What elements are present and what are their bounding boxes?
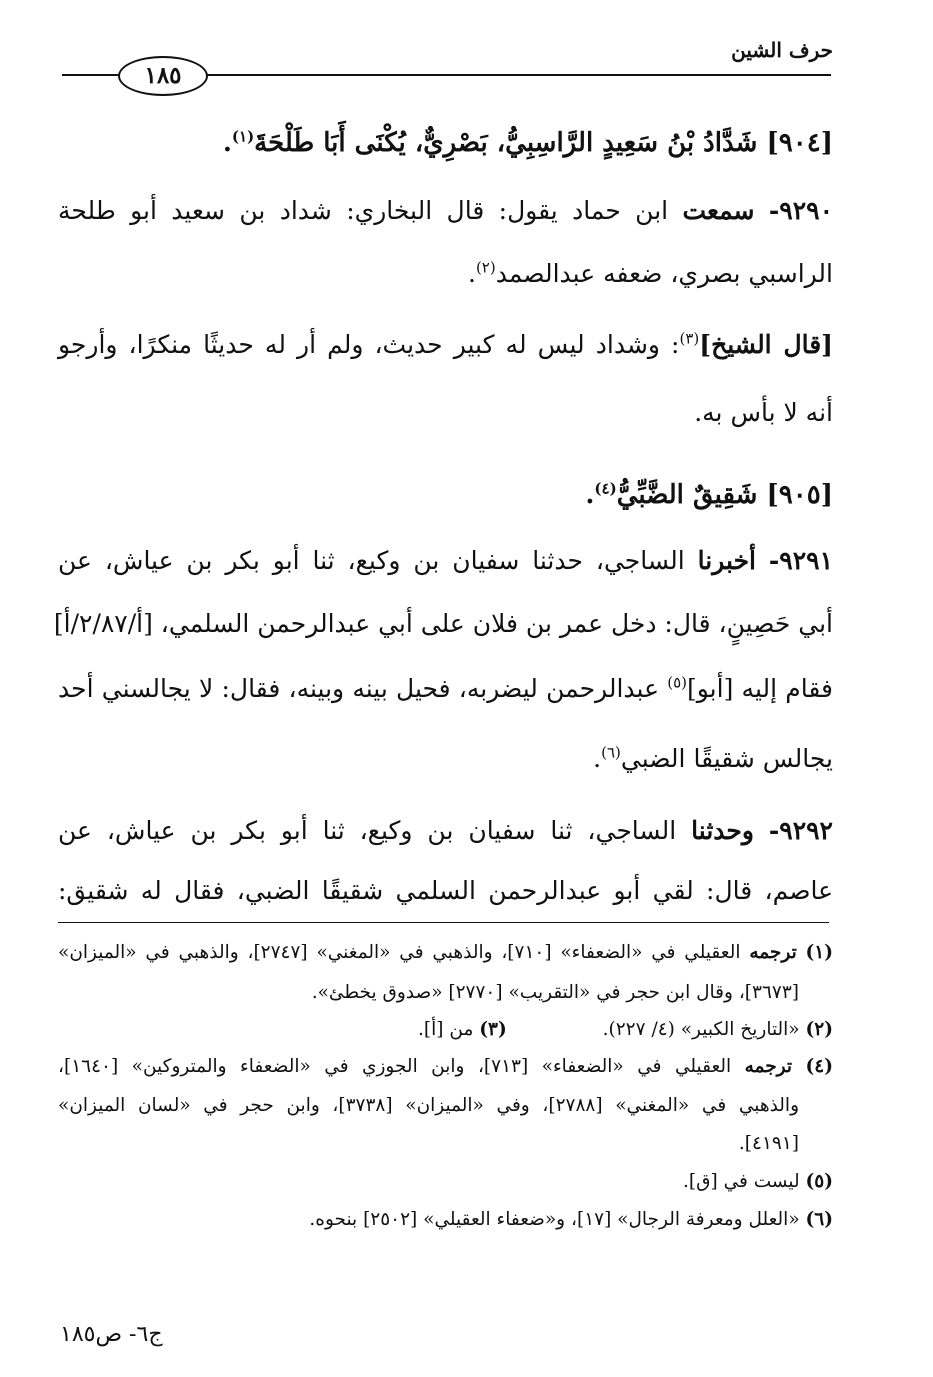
- footnote-1-bold: ترجمه: [749, 942, 797, 963]
- footnote-ref-3: (٣): [679, 329, 700, 348]
- footnote-5-marker: (٥): [805, 1171, 833, 1192]
- narration-9291-line-3: [58, 674, 833, 703]
- narration-9290-number: ٩٢٩٠-: [768, 196, 834, 225]
- narration-9291-line-2: أبي حَصِينٍ، قال: دخل عمر بن فلان على أبي عبدالرحمن السلمي، [أ/٢/٨٧/أ]: [53, 609, 833, 638]
- narration-9291-line-4: [58, 744, 833, 773]
- narration-9292-number: ٩٢٩٢-: [768, 816, 833, 845]
- footnote-4-line-1: [58, 1056, 833, 1077]
- narration-9291-text: الساجي، حدثنا سفيان بن وكيع، ثنا أبو بكر بن عياش، عن: [58, 546, 685, 575]
- footnote-2-text: «التاريخ الكبير» (٤/ ٢٢٧).: [602, 1019, 800, 1040]
- narration-9291-text-3a: فقام إليه [أبو]: [687, 674, 833, 703]
- footnote-1-marker: (١): [805, 942, 833, 963]
- entry-904-heading: [58, 128, 833, 158]
- narration-9290-text: ابن حماد يقول: قال البخاري: شداد بن سعيد أبو طلحة: [58, 196, 669, 225]
- sheikh-text: : وشداد ليس له كبير حديث، ولم أر له حديثًا منكرًا، وأرجو: [58, 330, 680, 359]
- entry-904-end: .: [222, 128, 232, 158]
- footnote-ref-1: (١): [231, 127, 255, 146]
- sheikh-label: [قال الشيخ]: [699, 330, 834, 359]
- entry-905-heading: [58, 480, 833, 510]
- footnote-4-bold: ترجمه: [744, 1056, 793, 1077]
- footnote-2-marker: (٢): [805, 1019, 833, 1040]
- sheikh-line-1: [58, 330, 833, 359]
- narration-9290-line-2: [58, 259, 833, 288]
- footnote-ref-5: (٥): [667, 673, 687, 692]
- footnote-6-text: «العلل ومعرفة الرجال» [١٧]، و«ضعفاء العقيلي» [٢٥٠٢] بنحوه.: [309, 1209, 800, 1230]
- footnote-ref-6: (٦): [601, 743, 621, 762]
- narration-9292-line-2: عاصم، قال: لقي أبو عبدالرحمن السلمي شقيقًا الضبي، فقال له شقيق:: [58, 876, 833, 905]
- footnote-3-marker: (٣): [479, 1019, 507, 1040]
- footnote-6-marker: (٦): [805, 1209, 833, 1230]
- page-number-badge: ١٨٥: [118, 56, 208, 96]
- footnote-5-text: ليست في [ق].: [683, 1171, 800, 1192]
- narration-9290-line-1: [58, 196, 833, 225]
- narration-9291-text-3b: عبدالرحمن ليضربه، فحيل بينه وبينه، فقال: لا يجالسني أحد: [58, 674, 659, 703]
- narration-9291-text-4: يجالس شقيقًا الضبي: [620, 744, 833, 773]
- footnote-4-line-2: والذهبي في «المغني» [٢٧٨٨]، وفي «الميزان» [٣٧٣٨]، وابن حجر في «لسان الميزان»: [58, 1095, 799, 1116]
- footnote-3-text: من [أ].: [418, 1019, 474, 1040]
- footnote-1-line-2: [٣٦٧٣]، وقال ابن حجر في «التقريب» [٢٧٧٠] «صدوق يخطئ».: [311, 982, 799, 1003]
- narration-9290-keyword: سمعت: [682, 196, 755, 225]
- footnote-4-marker: (٤): [805, 1056, 833, 1077]
- narration-9290-text-2: الراسبي بصري، ضعفه عبدالصمد: [495, 259, 833, 288]
- footnote-2-3-line: [58, 1019, 833, 1040]
- volume-page-reference: ج٦- ص١٨٥: [60, 1322, 163, 1347]
- footnote-6-line: [58, 1209, 833, 1230]
- footnote-separator: [58, 922, 829, 923]
- sheikh-line-2: أنه لا بأس به.: [694, 398, 833, 427]
- narration-9291-end: .: [593, 744, 602, 773]
- narration-9291-line-1: [58, 546, 833, 575]
- footnote-ref-4: (٤): [594, 479, 617, 498]
- footnote-1-line-1: [58, 942, 833, 963]
- footnote-ref-2: (٢): [475, 258, 496, 277]
- narration-9291-number: ٩٢٩١-: [768, 546, 834, 575]
- entry-904-title: [٩٠٤] شَدَّادُ بْنُ سَعِيدٍ الرَّاسِبِيُّ، بَصْرِيٌّ، يُكْنَى أَبَا طَلْحَةَ: [254, 128, 833, 158]
- narration-9290-end: .: [467, 259, 476, 288]
- footnote-4-line-3: [٤١٩١].: [738, 1133, 799, 1154]
- narration-9291-keyword: أخبرنا: [697, 546, 756, 575]
- entry-905-end: .: [585, 480, 595, 510]
- running-header-title: حرف الشين: [731, 38, 833, 62]
- footnote-4-text: العقيلي في «الضعفاء» [٧١٣]، وابن الجوزي في «الضعفاء والمتروكين» [١٦٤٠]،: [58, 1056, 732, 1077]
- narration-9292-text: الساجي، ثنا سفيان بن وكيع، ثنا أبو بكر بن عياش، عن: [58, 816, 677, 845]
- footnote-5-line: [58, 1171, 833, 1192]
- footnote-1-text: العقيلي في «الضعفاء» [٧١٠]، والذهبي في «المغني» [٢٧٤٧]، والذهبي في «الميزان»: [58, 942, 741, 963]
- narration-9292-line-1: [58, 816, 833, 845]
- narration-9292-keyword: وحدثنا: [691, 816, 754, 845]
- entry-905-title: [٩٠٥] شَقِيقٌ الضَّبِّيُّ: [616, 480, 833, 510]
